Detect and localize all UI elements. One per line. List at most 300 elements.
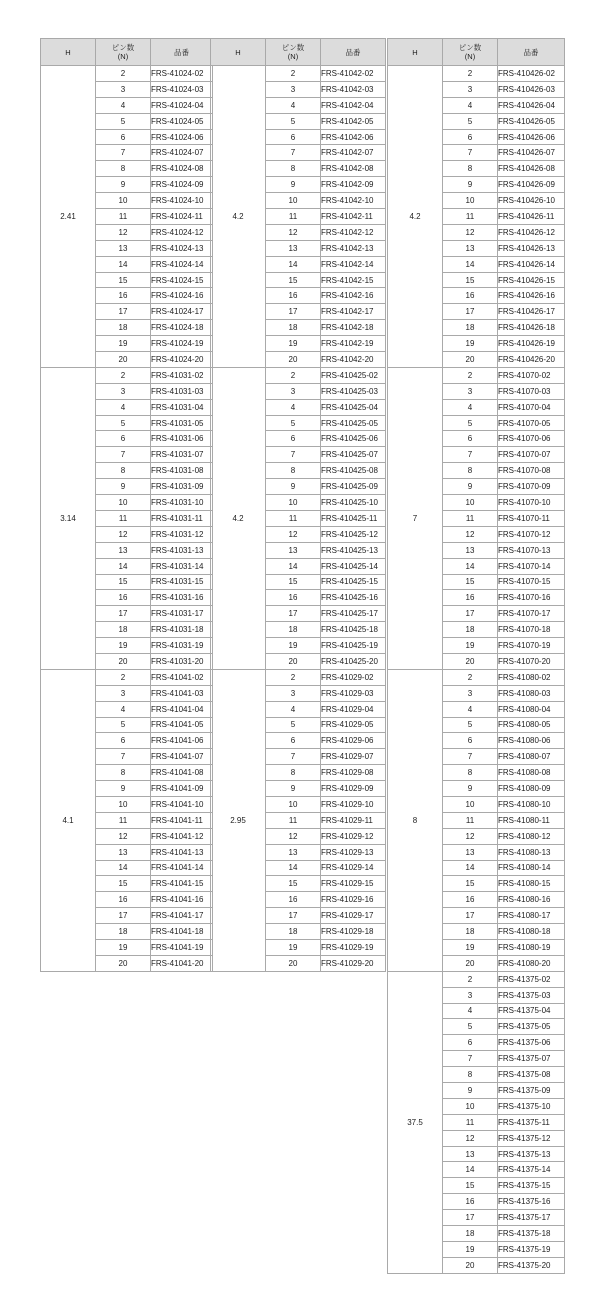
part-number: FRS-41042-10 <box>321 193 386 209</box>
pin-count: 2 <box>266 669 321 685</box>
part-number: FRS-41029-20 <box>321 955 386 971</box>
pin-count: 4 <box>266 97 321 113</box>
pin-count: 13 <box>443 240 498 256</box>
part-number: FRS-41042-12 <box>321 224 386 240</box>
part-number: FRS-41042-11 <box>321 209 386 225</box>
part-number: FRS-41042-20 <box>321 352 386 368</box>
pin-count: 18 <box>443 924 498 940</box>
part-number: FRS-41375-04 <box>498 1003 565 1019</box>
pin-count: 13 <box>266 844 321 860</box>
pin-count: 12 <box>443 1130 498 1146</box>
part-number: FRS-41375-19 <box>498 1241 565 1257</box>
part-number: FRS-41024-17 <box>151 304 213 320</box>
pin-count: 18 <box>443 320 498 336</box>
pin-count: 8 <box>443 463 498 479</box>
pin-count: 18 <box>96 924 151 940</box>
pin-count: 20 <box>443 352 498 368</box>
part-number: FRS-41080-08 <box>498 765 565 781</box>
part-number: FRS-41070-11 <box>498 510 565 526</box>
pin-count: 20 <box>443 955 498 971</box>
pin-count: 18 <box>443 1226 498 1242</box>
part-number: FRS-41031-02 <box>151 367 213 383</box>
part-number: FRS-41070-02 <box>498 367 565 383</box>
part-number: FRS-41041-08 <box>151 765 213 781</box>
part-number: FRS-41375-17 <box>498 1210 565 1226</box>
part-number: FRS-41070-09 <box>498 479 565 495</box>
part-number: FRS-41375-11 <box>498 1114 565 1130</box>
table-row <box>211 66 386 82</box>
part-number: FRS-41070-19 <box>498 638 565 654</box>
pin-count: 2 <box>443 669 498 685</box>
part-number: FRS-41042-13 <box>321 240 386 256</box>
part-number: FRS-41024-09 <box>151 177 213 193</box>
pin-count: 19 <box>266 638 321 654</box>
part-number: FRS-41024-20 <box>151 352 213 368</box>
part-number: FRS-41041-10 <box>151 796 213 812</box>
pin-count: 19 <box>96 638 151 654</box>
pins-header-unit: (N) <box>287 52 299 61</box>
h-value: 4.2 <box>388 66 443 368</box>
part-number: FRS-41029-05 <box>321 717 386 733</box>
part-number: FRS-410426-13 <box>498 240 565 256</box>
pin-count: 6 <box>443 1035 498 1051</box>
pin-count: 5 <box>96 113 151 129</box>
part-number: FRS-41031-13 <box>151 542 213 558</box>
part-number: FRS-410426-14 <box>498 256 565 272</box>
pin-count: 14 <box>96 256 151 272</box>
pin-count: 11 <box>443 812 498 828</box>
part-number: FRS-41041-17 <box>151 908 213 924</box>
pin-count: 9 <box>443 781 498 797</box>
pin-count: 3 <box>266 685 321 701</box>
pin-count: 9 <box>96 177 151 193</box>
part-number: FRS-41031-07 <box>151 447 213 463</box>
pin-count: 11 <box>96 209 151 225</box>
part-number: FRS-41041-19 <box>151 939 213 955</box>
pin-count: 20 <box>266 955 321 971</box>
pin-count: 6 <box>266 431 321 447</box>
part-number: FRS-41080-20 <box>498 955 565 971</box>
pin-count: 6 <box>443 733 498 749</box>
pin-count: 8 <box>96 161 151 177</box>
pin-count: 4 <box>266 701 321 717</box>
part-number: FRS-41029-10 <box>321 796 386 812</box>
part-number: FRS-41024-18 <box>151 320 213 336</box>
part-number: FRS-410426-07 <box>498 145 565 161</box>
pin-count: 10 <box>443 193 498 209</box>
part-number: FRS-41070-10 <box>498 495 565 511</box>
part-number: FRS-41041-13 <box>151 844 213 860</box>
part-number: FRS-410425-18 <box>321 622 386 638</box>
part-number: FRS-410425-09 <box>321 479 386 495</box>
part-number: FRS-410426-17 <box>498 304 565 320</box>
pin-count: 9 <box>443 1083 498 1099</box>
pin-count: 10 <box>266 193 321 209</box>
part-number: FRS-410426-04 <box>498 97 565 113</box>
pin-count: 14 <box>266 860 321 876</box>
h-header: H <box>388 39 443 66</box>
pin-count: 2 <box>96 367 151 383</box>
pin-count: 13 <box>443 542 498 558</box>
part-number: FRS-41375-15 <box>498 1178 565 1194</box>
pin-count: 11 <box>443 209 498 225</box>
pin-count: 12 <box>443 224 498 240</box>
pin-count: 13 <box>443 1146 498 1162</box>
part-number: FRS-410425-12 <box>321 526 386 542</box>
part-number: FRS-41029-04 <box>321 701 386 717</box>
pin-count: 5 <box>96 717 151 733</box>
pin-count: 16 <box>96 892 151 908</box>
part-number: FRS-41042-09 <box>321 177 386 193</box>
part-number: FRS-41029-15 <box>321 876 386 892</box>
h-header: H <box>41 39 96 66</box>
part-number: FRS-41070-08 <box>498 463 565 479</box>
pin-count: 5 <box>266 415 321 431</box>
pin-count: 14 <box>96 860 151 876</box>
part-number: FRS-410426-11 <box>498 209 565 225</box>
part-number: FRS-41042-14 <box>321 256 386 272</box>
part-number: FRS-41029-18 <box>321 924 386 940</box>
pin-count: 5 <box>443 717 498 733</box>
pin-count: 3 <box>96 81 151 97</box>
pin-count: 9 <box>266 177 321 193</box>
part-number: FRS-41041-06 <box>151 733 213 749</box>
pin-count: 7 <box>443 447 498 463</box>
part-number: FRS-41024-08 <box>151 161 213 177</box>
pin-count: 15 <box>443 574 498 590</box>
pin-count: 4 <box>96 701 151 717</box>
table-row <box>41 66 213 82</box>
part-number: FRS-41029-06 <box>321 733 386 749</box>
pin-count: 4 <box>96 399 151 415</box>
part-number: FRS-41080-10 <box>498 796 565 812</box>
part-number: FRS-41080-19 <box>498 939 565 955</box>
pin-count: 7 <box>443 749 498 765</box>
pins-header-unit: (N) <box>464 52 476 61</box>
pin-count: 5 <box>443 113 498 129</box>
pin-count: 10 <box>96 495 151 511</box>
pin-count: 2 <box>96 66 151 82</box>
pin-count: 17 <box>443 304 498 320</box>
part-number: FRS-41070-20 <box>498 653 565 669</box>
part-number: FRS-41375-13 <box>498 1146 565 1162</box>
pin-count: 10 <box>96 193 151 209</box>
table-row <box>41 367 213 383</box>
pin-count: 20 <box>96 653 151 669</box>
part-number: FRS-410425-16 <box>321 590 386 606</box>
pin-count: 15 <box>96 574 151 590</box>
pin-count: 17 <box>266 908 321 924</box>
part-number: FRS-41375-05 <box>498 1019 565 1035</box>
part-number: FRS-410425-02 <box>321 367 386 383</box>
part-number: FRS-41070-04 <box>498 399 565 415</box>
pin-count: 19 <box>443 336 498 352</box>
part-number: FRS-41031-04 <box>151 399 213 415</box>
header-row <box>211 39 386 66</box>
part-number: FRS-41041-09 <box>151 781 213 797</box>
pins-header <box>96 39 151 66</box>
part-number: FRS-41375-16 <box>498 1194 565 1210</box>
pin-count: 9 <box>443 177 498 193</box>
pin-count: 11 <box>443 510 498 526</box>
part-number: FRS-41029-11 <box>321 812 386 828</box>
part-number: FRS-41024-16 <box>151 288 213 304</box>
pin-count: 9 <box>443 479 498 495</box>
part-number: FRS-41029-09 <box>321 781 386 797</box>
part-number: FRS-41080-13 <box>498 844 565 860</box>
part-number: FRS-41029-02 <box>321 669 386 685</box>
pin-count: 16 <box>443 1194 498 1210</box>
pin-count: 10 <box>443 495 498 511</box>
pin-count: 10 <box>96 796 151 812</box>
pin-count: 13 <box>266 542 321 558</box>
pin-count: 11 <box>96 510 151 526</box>
table-row <box>211 367 386 383</box>
table-row <box>388 971 565 987</box>
part-number: FRS-41024-02 <box>151 66 213 82</box>
pin-count: 16 <box>96 288 151 304</box>
part-number: FRS-410426-03 <box>498 81 565 97</box>
pin-count: 11 <box>443 1114 498 1130</box>
pin-count: 3 <box>266 383 321 399</box>
part-number: FRS-410425-07 <box>321 447 386 463</box>
pin-count: 19 <box>443 1241 498 1257</box>
pin-count: 8 <box>443 161 498 177</box>
pin-count: 20 <box>443 653 498 669</box>
pin-count: 12 <box>266 526 321 542</box>
pin-count: 6 <box>96 733 151 749</box>
part-number: FRS-41375-12 <box>498 1130 565 1146</box>
h-value: 37.5 <box>388 971 443 1273</box>
pin-count: 11 <box>96 812 151 828</box>
part-number: FRS-410426-10 <box>498 193 565 209</box>
part-number: FRS-41029-16 <box>321 892 386 908</box>
part-number: FRS-410425-13 <box>321 542 386 558</box>
part-number: FRS-410425-06 <box>321 431 386 447</box>
pins-header <box>266 39 321 66</box>
pin-count: 10 <box>443 1098 498 1114</box>
pin-count: 19 <box>443 939 498 955</box>
h-value: 8 <box>388 669 443 971</box>
pin-count: 5 <box>96 415 151 431</box>
part-number: FRS-410426-05 <box>498 113 565 129</box>
pin-count: 6 <box>266 129 321 145</box>
part-number: FRS-41070-03 <box>498 383 565 399</box>
pin-count: 2 <box>266 66 321 82</box>
h-value: 2.95 <box>211 669 266 971</box>
pin-count: 17 <box>443 606 498 622</box>
pin-count: 2 <box>443 66 498 82</box>
part-header: 品番 <box>151 39 213 66</box>
part-number: FRS-410425-19 <box>321 638 386 654</box>
pin-count: 6 <box>266 733 321 749</box>
part-number: FRS-41024-13 <box>151 240 213 256</box>
pin-count: 14 <box>96 558 151 574</box>
pins-header-label: ピン数 <box>458 43 482 52</box>
part-number: FRS-41031-15 <box>151 574 213 590</box>
pin-count: 17 <box>266 606 321 622</box>
part-number: FRS-41042-08 <box>321 161 386 177</box>
part-number: FRS-41031-19 <box>151 638 213 654</box>
pin-count: 15 <box>96 876 151 892</box>
part-number: FRS-41031-08 <box>151 463 213 479</box>
pin-count: 15 <box>443 876 498 892</box>
pin-count: 4 <box>266 399 321 415</box>
pin-count: 8 <box>443 1067 498 1083</box>
pins-header-label: ピン数 <box>281 43 305 52</box>
pin-count: 19 <box>96 336 151 352</box>
h-value: 2.41 <box>41 66 96 368</box>
part-number: FRS-410425-04 <box>321 399 386 415</box>
part-number: FRS-41041-03 <box>151 685 213 701</box>
pin-count: 14 <box>443 558 498 574</box>
pin-count: 18 <box>266 320 321 336</box>
part-number: FRS-41042-04 <box>321 97 386 113</box>
part-number: FRS-41041-15 <box>151 876 213 892</box>
spec-table-2 <box>210 38 386 972</box>
part-number: FRS-41042-18 <box>321 320 386 336</box>
part-number: FRS-41070-06 <box>498 431 565 447</box>
part-number: FRS-41375-09 <box>498 1083 565 1099</box>
part-number: FRS-410426-12 <box>498 224 565 240</box>
pin-count: 7 <box>443 1051 498 1067</box>
pin-count: 17 <box>96 606 151 622</box>
part-number: FRS-41031-09 <box>151 479 213 495</box>
part-number: FRS-410426-08 <box>498 161 565 177</box>
pin-count: 8 <box>443 765 498 781</box>
pin-count: 18 <box>266 622 321 638</box>
part-number: FRS-41070-07 <box>498 447 565 463</box>
part-number: FRS-41041-07 <box>151 749 213 765</box>
part-number: FRS-410426-19 <box>498 336 565 352</box>
part-number: FRS-41080-05 <box>498 717 565 733</box>
part-number: FRS-410426-16 <box>498 288 565 304</box>
part-number: FRS-410426-06 <box>498 129 565 145</box>
pin-count: 9 <box>266 479 321 495</box>
part-number: FRS-41024-05 <box>151 113 213 129</box>
part-number: FRS-410426-20 <box>498 352 565 368</box>
pin-count: 3 <box>96 383 151 399</box>
part-number: FRS-41029-17 <box>321 908 386 924</box>
part-number: FRS-41042-05 <box>321 113 386 129</box>
h-value: 3.14 <box>41 367 96 669</box>
part-number: FRS-41031-18 <box>151 622 213 638</box>
part-header: 品番 <box>498 39 565 66</box>
part-number: FRS-41031-10 <box>151 495 213 511</box>
pin-count: 20 <box>443 1257 498 1273</box>
pin-count: 13 <box>266 240 321 256</box>
pin-count: 12 <box>96 828 151 844</box>
pin-count: 9 <box>96 479 151 495</box>
part-number: FRS-41375-18 <box>498 1226 565 1242</box>
header-row <box>388 39 565 66</box>
part-number: FRS-41042-06 <box>321 129 386 145</box>
pin-count: 11 <box>266 510 321 526</box>
pin-count: 3 <box>443 383 498 399</box>
part-number: FRS-410425-10 <box>321 495 386 511</box>
pin-count: 18 <box>266 924 321 940</box>
pin-count: 20 <box>266 352 321 368</box>
part-number: FRS-41080-09 <box>498 781 565 797</box>
pin-count: 13 <box>96 844 151 860</box>
part-number: FRS-410425-17 <box>321 606 386 622</box>
part-number: FRS-410425-08 <box>321 463 386 479</box>
part-number: FRS-41042-15 <box>321 272 386 288</box>
pin-count: 17 <box>96 908 151 924</box>
pin-count: 13 <box>443 844 498 860</box>
pin-count: 10 <box>266 495 321 511</box>
part-number: FRS-41041-16 <box>151 892 213 908</box>
h-value: 7 <box>388 367 443 669</box>
part-number: FRS-410425-05 <box>321 415 386 431</box>
spec-table-3 <box>387 38 565 1274</box>
part-number: FRS-41031-05 <box>151 415 213 431</box>
part-number: FRS-410426-02 <box>498 66 565 82</box>
pin-count: 19 <box>96 939 151 955</box>
part-number: FRS-41041-04 <box>151 701 213 717</box>
part-number: FRS-41375-06 <box>498 1035 565 1051</box>
part-number: FRS-41024-11 <box>151 209 213 225</box>
part-number: FRS-41041-02 <box>151 669 213 685</box>
pin-count: 9 <box>266 781 321 797</box>
part-number: FRS-41070-15 <box>498 574 565 590</box>
pin-count: 19 <box>266 336 321 352</box>
pin-count: 6 <box>96 129 151 145</box>
pin-count: 15 <box>96 272 151 288</box>
part-number: FRS-41029-13 <box>321 844 386 860</box>
pin-count: 3 <box>443 81 498 97</box>
part-number: FRS-41080-15 <box>498 876 565 892</box>
pin-count: 18 <box>443 622 498 638</box>
pins-header-label: ピン数 <box>111 43 135 52</box>
pin-count: 3 <box>443 685 498 701</box>
pin-count: 19 <box>266 939 321 955</box>
part-number: FRS-41080-02 <box>498 669 565 685</box>
pin-count: 7 <box>266 447 321 463</box>
part-number: FRS-41024-14 <box>151 256 213 272</box>
pin-count: 16 <box>266 590 321 606</box>
part-number: FRS-41042-02 <box>321 66 386 82</box>
pin-count: 12 <box>96 224 151 240</box>
pin-count: 5 <box>443 415 498 431</box>
part-number: FRS-41029-19 <box>321 939 386 955</box>
part-number: FRS-41024-12 <box>151 224 213 240</box>
part-number: FRS-41031-11 <box>151 510 213 526</box>
pin-count: 16 <box>266 288 321 304</box>
part-number: FRS-41029-08 <box>321 765 386 781</box>
pin-count: 7 <box>96 447 151 463</box>
table-row <box>388 669 565 685</box>
pin-count: 15 <box>443 1178 498 1194</box>
part-number: FRS-41041-11 <box>151 812 213 828</box>
pin-count: 3 <box>96 685 151 701</box>
part-number: FRS-41031-14 <box>151 558 213 574</box>
pin-count: 6 <box>443 129 498 145</box>
part-number: FRS-41041-18 <box>151 924 213 940</box>
pin-count: 11 <box>266 209 321 225</box>
part-number: FRS-41041-14 <box>151 860 213 876</box>
pin-count: 15 <box>266 272 321 288</box>
pin-count: 12 <box>443 526 498 542</box>
pin-count: 4 <box>443 1003 498 1019</box>
part-number: FRS-41080-03 <box>498 685 565 701</box>
pin-count: 7 <box>266 749 321 765</box>
pin-count: 7 <box>266 145 321 161</box>
pin-count: 18 <box>96 622 151 638</box>
h-header: H <box>211 39 266 66</box>
part-number: FRS-41024-06 <box>151 129 213 145</box>
pin-count: 17 <box>443 908 498 924</box>
